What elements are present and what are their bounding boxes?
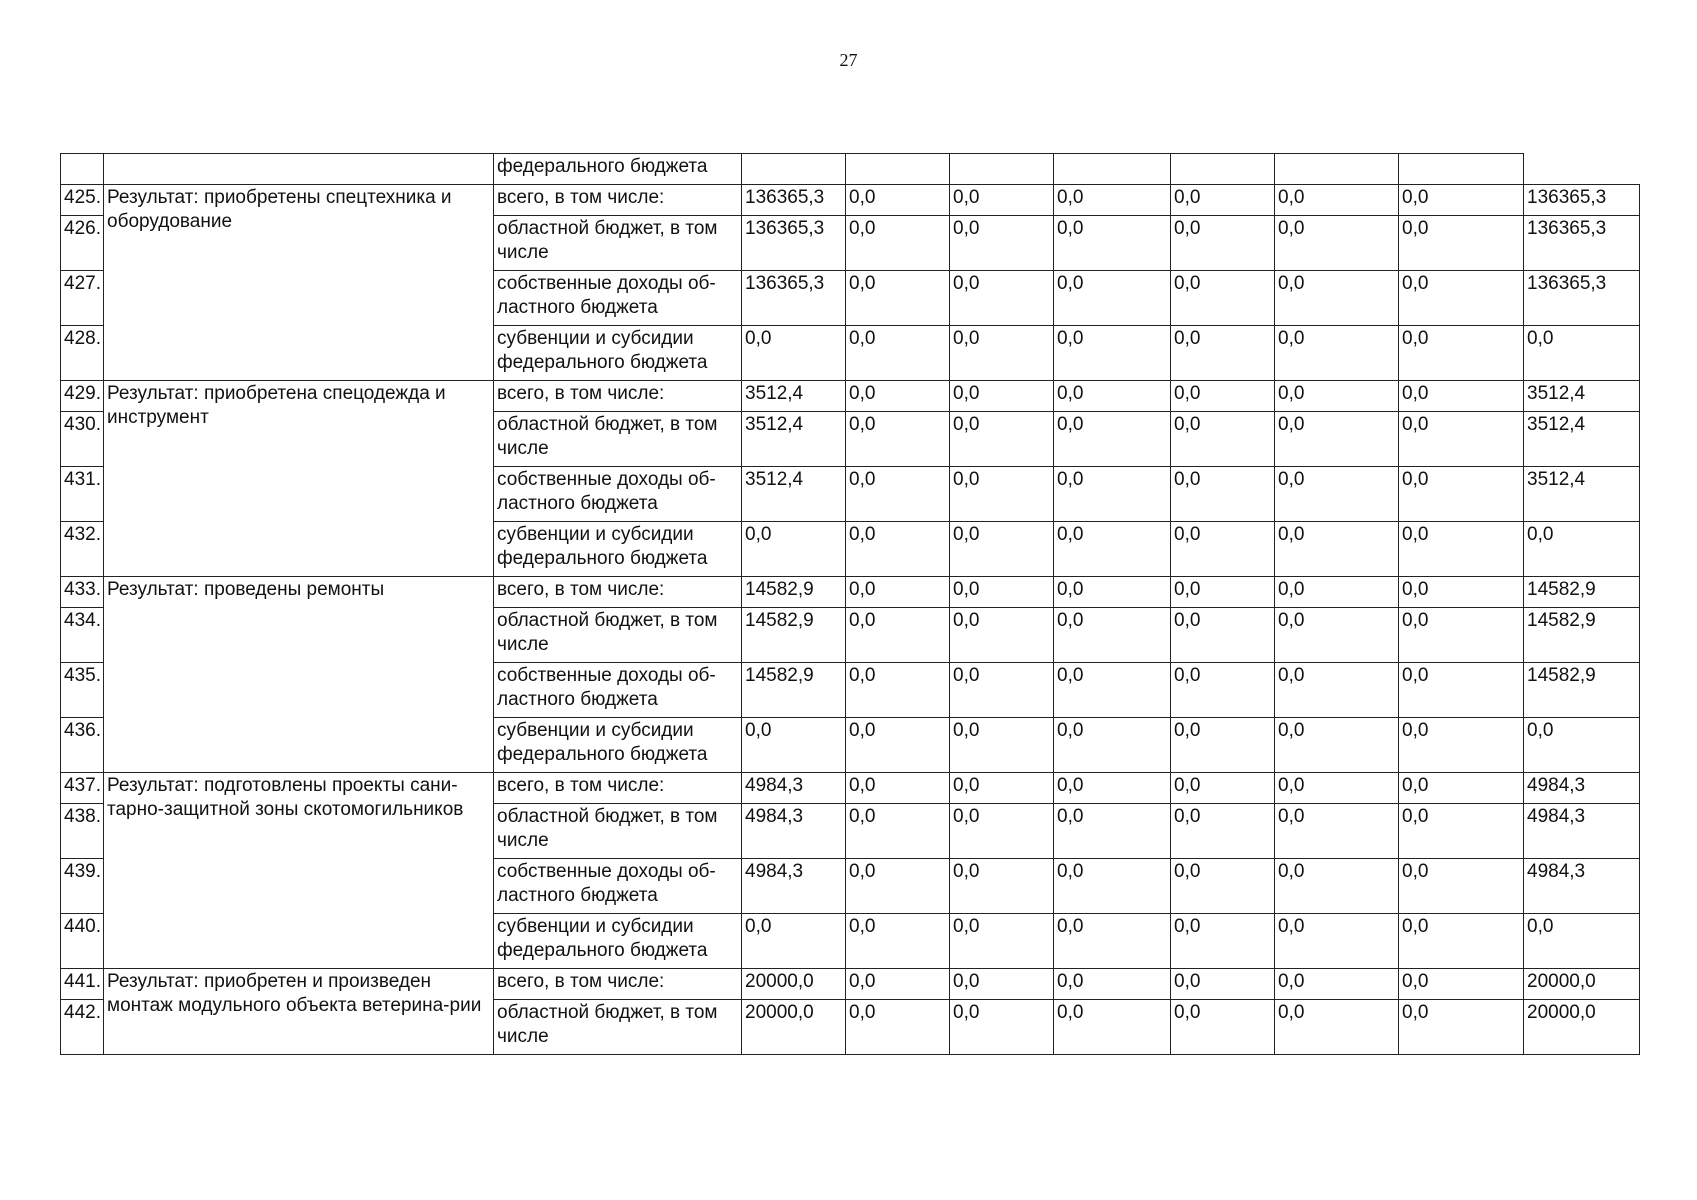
value-cell: 0,0 (1275, 718, 1399, 773)
value-cell: 0,0 (950, 185, 1054, 216)
value-cell (1054, 154, 1171, 185)
row-number-cell: 441. (61, 969, 104, 1000)
value-cell (846, 154, 950, 185)
value-cell: 0,0 (1054, 663, 1171, 718)
row-number-cell: 430. (61, 412, 104, 467)
table-row (61, 381, 1640, 412)
value-cell: 0,0 (1399, 271, 1524, 326)
table-row (61, 773, 1640, 804)
row-number-cell: 438. (61, 804, 104, 859)
value-cell: 0,0 (950, 326, 1054, 381)
value-cell: 0,0 (1171, 804, 1275, 859)
value-cell: 0,0 (1054, 914, 1171, 969)
value-cell (1171, 154, 1275, 185)
value-cell: 0,0 (742, 914, 846, 969)
funding-source-cell: собственные доходы об-ластного бюджета (494, 467, 742, 522)
value-cell: 0,0 (1399, 326, 1524, 381)
value-cell: 0,0 (846, 969, 950, 1000)
value-cell: 14582,9 (1524, 608, 1640, 663)
value-cell: 0,0 (846, 577, 950, 608)
value-cell: 0,0 (1054, 185, 1171, 216)
value-cell: 0,0 (1054, 773, 1171, 804)
value-cell (742, 154, 846, 185)
row-number-cell: 442. (61, 1000, 104, 1055)
value-cell: 0,0 (1054, 216, 1171, 271)
value-cell: 3512,4 (742, 467, 846, 522)
value-cell: 0,0 (1054, 271, 1171, 326)
budget-table (60, 153, 1640, 1055)
value-cell: 0,0 (1171, 663, 1275, 718)
value-cell: 0,0 (846, 914, 950, 969)
row-number-cell (61, 154, 104, 185)
value-cell: 0,0 (742, 718, 846, 773)
funding-source-cell: субвенции и субсидии федерального бюджета (494, 522, 742, 577)
value-cell: 0,0 (846, 804, 950, 859)
value-cell: 0,0 (950, 914, 1054, 969)
value-cell: 3512,4 (742, 381, 846, 412)
value-cell: 0,0 (1399, 859, 1524, 914)
row-number-cell: 428. (61, 326, 104, 381)
value-cell: 0,0 (1399, 522, 1524, 577)
result-cell: Результат: проведены ремонты (104, 577, 494, 773)
value-cell: 0,0 (950, 412, 1054, 467)
value-cell: 0,0 (950, 804, 1054, 859)
funding-source-cell: всего, в том числе: (494, 773, 742, 804)
value-cell: 14582,9 (742, 663, 846, 718)
value-cell: 0,0 (846, 467, 950, 522)
value-cell: 0,0 (1275, 773, 1399, 804)
value-cell: 4984,3 (1524, 804, 1640, 859)
value-cell: 0,0 (1054, 608, 1171, 663)
value-cell: 0,0 (1054, 381, 1171, 412)
funding-source-cell: субвенции и субсидии федерального бюджета (494, 326, 742, 381)
value-cell: 0,0 (1399, 969, 1524, 1000)
value-cell: 0,0 (1171, 412, 1275, 467)
result-cell: Результат: приобретены спецтехника и оборудование (104, 185, 494, 381)
value-cell: 0,0 (1399, 577, 1524, 608)
row-number-cell: 425. (61, 185, 104, 216)
value-cell: 20000,0 (1524, 1000, 1640, 1055)
value-cell: 3512,4 (1524, 412, 1640, 467)
value-cell (1399, 154, 1524, 185)
row-number-cell: 429. (61, 381, 104, 412)
value-cell: 0,0 (1399, 1000, 1524, 1055)
value-cell: 4984,3 (742, 804, 846, 859)
funding-source-cell: областной бюджет, в том числе (494, 804, 742, 859)
value-cell: 0,0 (846, 608, 950, 663)
value-cell: 20000,0 (1524, 969, 1640, 1000)
value-cell: 0,0 (1275, 412, 1399, 467)
value-cell: 0,0 (950, 663, 1054, 718)
value-cell: 0,0 (950, 1000, 1054, 1055)
value-cell: 136365,3 (742, 216, 846, 271)
value-cell: 0,0 (1275, 1000, 1399, 1055)
value-cell: 0,0 (1171, 185, 1275, 216)
value-cell: 0,0 (950, 969, 1054, 1000)
value-cell: 14582,9 (1524, 577, 1640, 608)
value-cell: 136365,3 (1524, 216, 1640, 271)
value-cell: 0,0 (1171, 381, 1275, 412)
value-cell: 0,0 (1054, 326, 1171, 381)
value-cell: 0,0 (1399, 914, 1524, 969)
value-cell: 0,0 (846, 185, 950, 216)
value-cell: 0,0 (1054, 412, 1171, 467)
value-cell (950, 154, 1054, 185)
result-cell (104, 154, 494, 185)
value-cell: 0,0 (742, 326, 846, 381)
value-cell: 4984,3 (1524, 859, 1640, 914)
funding-source-cell: федерального бюджета (494, 154, 742, 185)
row-number-cell: 435. (61, 663, 104, 718)
value-cell: 0,0 (1275, 271, 1399, 326)
table-body (61, 154, 1640, 1055)
value-cell: 0,0 (1171, 1000, 1275, 1055)
value-cell: 0,0 (846, 216, 950, 271)
value-cell: 0,0 (846, 718, 950, 773)
value-cell: 0,0 (1399, 381, 1524, 412)
value-cell: 0,0 (846, 271, 950, 326)
value-cell: 0,0 (950, 522, 1054, 577)
value-cell: 0,0 (950, 216, 1054, 271)
value-cell: 14582,9 (742, 577, 846, 608)
value-cell: 0,0 (1275, 969, 1399, 1000)
value-cell: 0,0 (1399, 216, 1524, 271)
value-cell: 0,0 (1275, 185, 1399, 216)
value-cell: 0,0 (1054, 1000, 1171, 1055)
row-number-cell: 439. (61, 859, 104, 914)
result-cell: Результат: приобретен и произведен монтаж модульного объекта ветерина-рии (104, 969, 494, 1055)
row-number-cell: 431. (61, 467, 104, 522)
value-cell: 136365,3 (742, 185, 846, 216)
value-cell: 0,0 (1171, 969, 1275, 1000)
value-cell: 0,0 (1275, 216, 1399, 271)
funding-source-cell: всего, в том числе: (494, 577, 742, 608)
value-cell: 0,0 (1171, 608, 1275, 663)
value-cell: 0,0 (1171, 216, 1275, 271)
value-cell: 20000,0 (742, 1000, 846, 1055)
value-cell: 3512,4 (1524, 467, 1640, 522)
value-cell: 0,0 (1171, 271, 1275, 326)
funding-source-cell: областной бюджет, в том числе (494, 1000, 742, 1055)
value-cell: 0,0 (1171, 467, 1275, 522)
value-cell: 0,0 (846, 381, 950, 412)
value-cell: 0,0 (1275, 859, 1399, 914)
row-number-cell: 427. (61, 271, 104, 326)
row-number-cell: 433. (61, 577, 104, 608)
value-cell: 0,0 (1275, 381, 1399, 412)
value-cell: 0,0 (846, 522, 950, 577)
funding-source-cell: собственные доходы об-ластного бюджета (494, 271, 742, 326)
value-cell: 4984,3 (1524, 773, 1640, 804)
row-number-cell: 432. (61, 522, 104, 577)
value-cell: 0,0 (1171, 577, 1275, 608)
table-row (61, 969, 1640, 1000)
value-cell: 0,0 (846, 773, 950, 804)
value-cell: 0,0 (1399, 467, 1524, 522)
value-cell: 0,0 (1171, 914, 1275, 969)
value-cell: 0,0 (1275, 914, 1399, 969)
value-cell: 0,0 (742, 522, 846, 577)
value-cell: 0,0 (1171, 773, 1275, 804)
value-cell: 3512,4 (1524, 381, 1640, 412)
value-cell: 14582,9 (1524, 663, 1640, 718)
value-cell: 0,0 (1054, 718, 1171, 773)
value-cell: 0,0 (1054, 467, 1171, 522)
value-cell: 0,0 (1171, 859, 1275, 914)
funding-source-cell: всего, в том числе: (494, 969, 742, 1000)
value-cell: 0,0 (1275, 522, 1399, 577)
table-row (61, 577, 1640, 608)
value-cell: 3512,4 (742, 412, 846, 467)
value-cell: 0,0 (1275, 326, 1399, 381)
table-row (61, 154, 1640, 185)
value-cell: 0,0 (950, 577, 1054, 608)
value-cell: 0,0 (846, 412, 950, 467)
funding-source-cell: собственные доходы об-ластного бюджета (494, 663, 742, 718)
funding-source-cell: всего, в том числе: (494, 185, 742, 216)
value-cell: 0,0 (1399, 718, 1524, 773)
result-cell: Результат: подготовлены проекты сани-тарно-защитной зоны скотомогильников (104, 773, 494, 969)
value-cell: 0,0 (1275, 663, 1399, 718)
value-cell: 0,0 (1275, 608, 1399, 663)
row-number-cell: 434. (61, 608, 104, 663)
row-number-cell: 437. (61, 773, 104, 804)
row-number-cell: 440. (61, 914, 104, 969)
value-cell: 0,0 (1399, 804, 1524, 859)
value-cell: 0,0 (950, 718, 1054, 773)
row-number-cell: 436. (61, 718, 104, 773)
value-cell: 4984,3 (742, 859, 846, 914)
value-cell: 0,0 (1054, 859, 1171, 914)
value-cell: 0,0 (1054, 577, 1171, 608)
page-number: 27 (839, 50, 858, 70)
value-cell: 0,0 (1054, 969, 1171, 1000)
value-cell: 136365,3 (1524, 271, 1640, 326)
value-cell: 0,0 (846, 1000, 950, 1055)
value-cell: 0,0 (1275, 577, 1399, 608)
value-cell: 0,0 (1275, 804, 1399, 859)
row-number-cell: 426. (61, 216, 104, 271)
value-cell: 0,0 (1399, 663, 1524, 718)
value-cell: 0,0 (1524, 326, 1640, 381)
value-cell: 0,0 (1524, 522, 1640, 577)
value-cell: 0,0 (950, 608, 1054, 663)
table-row (61, 185, 1640, 216)
value-cell: 0,0 (846, 663, 950, 718)
funding-source-cell: всего, в том числе: (494, 381, 742, 412)
value-cell: 0,0 (950, 467, 1054, 522)
value-cell: 0,0 (846, 859, 950, 914)
value-cell: 136365,3 (742, 271, 846, 326)
value-cell: 0,0 (1399, 608, 1524, 663)
funding-source-cell: областной бюджет, в том числе (494, 216, 742, 271)
value-cell (1275, 154, 1399, 185)
value-cell: 0,0 (1054, 522, 1171, 577)
value-cell: 0,0 (1054, 804, 1171, 859)
funding-source-cell: субвенции и субсидии федерального бюджета (494, 914, 742, 969)
value-cell: 0,0 (1171, 522, 1275, 577)
value-cell: 0,0 (950, 859, 1054, 914)
value-cell: 0,0 (1399, 773, 1524, 804)
funding-source-cell: областной бюджет, в том числе (494, 412, 742, 467)
value-cell: 14582,9 (742, 608, 846, 663)
value-cell: 0,0 (1399, 412, 1524, 467)
value-cell: 0,0 (950, 773, 1054, 804)
value-cell: 0,0 (1275, 467, 1399, 522)
value-cell: 136365,3 (1524, 185, 1640, 216)
value-cell: 0,0 (950, 381, 1054, 412)
funding-source-cell: собственные доходы об-ластного бюджета (494, 859, 742, 914)
value-cell: 0,0 (1524, 914, 1640, 969)
funding-source-cell: субвенции и субсидии федерального бюджета (494, 718, 742, 773)
value-cell: 20000,0 (742, 969, 846, 1000)
funding-source-cell: областной бюджет, в том числе (494, 608, 742, 663)
value-cell: 0,0 (846, 326, 950, 381)
value-cell: 0,0 (1399, 185, 1524, 216)
value-cell: 0,0 (950, 271, 1054, 326)
value-cell: 4984,3 (742, 773, 846, 804)
result-cell: Результат: приобретена спецодежда и инструмент (104, 381, 494, 577)
value-cell: 0,0 (1524, 718, 1640, 773)
value-cell: 0,0 (1171, 718, 1275, 773)
value-cell: 0,0 (1171, 326, 1275, 381)
